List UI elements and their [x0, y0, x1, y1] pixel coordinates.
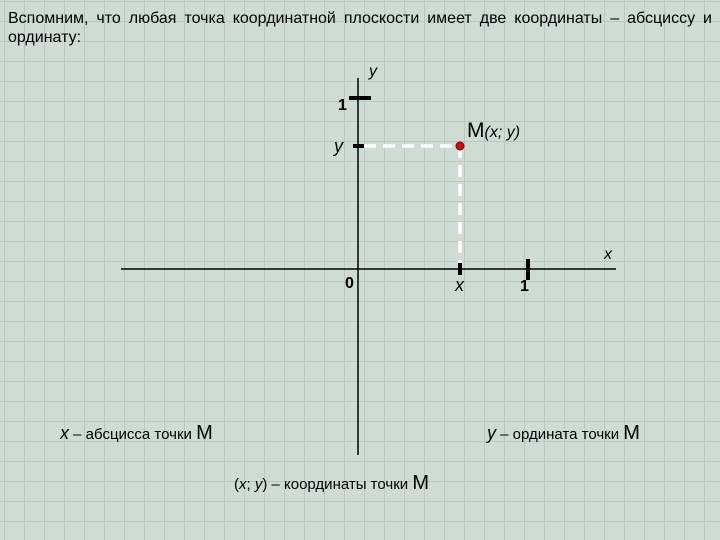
origin-label: 0 — [345, 275, 354, 292]
point-m — [456, 142, 464, 150]
abscissa-point: M — [196, 422, 213, 444]
ordinate-var: y — [487, 423, 496, 443]
abscissa-caption — [60, 423, 213, 443]
ordinate-point: M — [623, 422, 640, 444]
x-axis-label: x — [604, 246, 612, 263]
x-unit-label: 1 — [520, 278, 529, 295]
coordinates-caption — [234, 473, 429, 493]
coords-x: x — [239, 476, 247, 493]
coords-close: ) — [262, 476, 268, 493]
y-axis-label: y — [369, 63, 377, 80]
point-name: M — [467, 119, 485, 142]
ordinate-caption — [487, 423, 640, 443]
x-coord-label: x — [455, 275, 464, 295]
coords-y: y — [254, 476, 263, 493]
coords-point: M — [412, 472, 429, 494]
intro-text: Вспомним, что любая точка координатной плоскости имеет две координаты – абсциссу и ординату: — [8, 10, 712, 46]
y-coord-label: y — [334, 136, 343, 156]
abscissa-text: – абсцисса точки — [69, 426, 197, 443]
point-label — [467, 120, 520, 141]
y-unit-label: 1 — [338, 97, 347, 114]
coords-text: – координаты точки — [267, 476, 413, 493]
ordinate-text: – ордината точки — [496, 426, 624, 443]
coords-open: ( — [234, 476, 239, 493]
abscissa-var: x — [60, 423, 69, 443]
coords-sep: ; — [246, 476, 255, 493]
point-coords: (x; y) — [484, 124, 521, 141]
